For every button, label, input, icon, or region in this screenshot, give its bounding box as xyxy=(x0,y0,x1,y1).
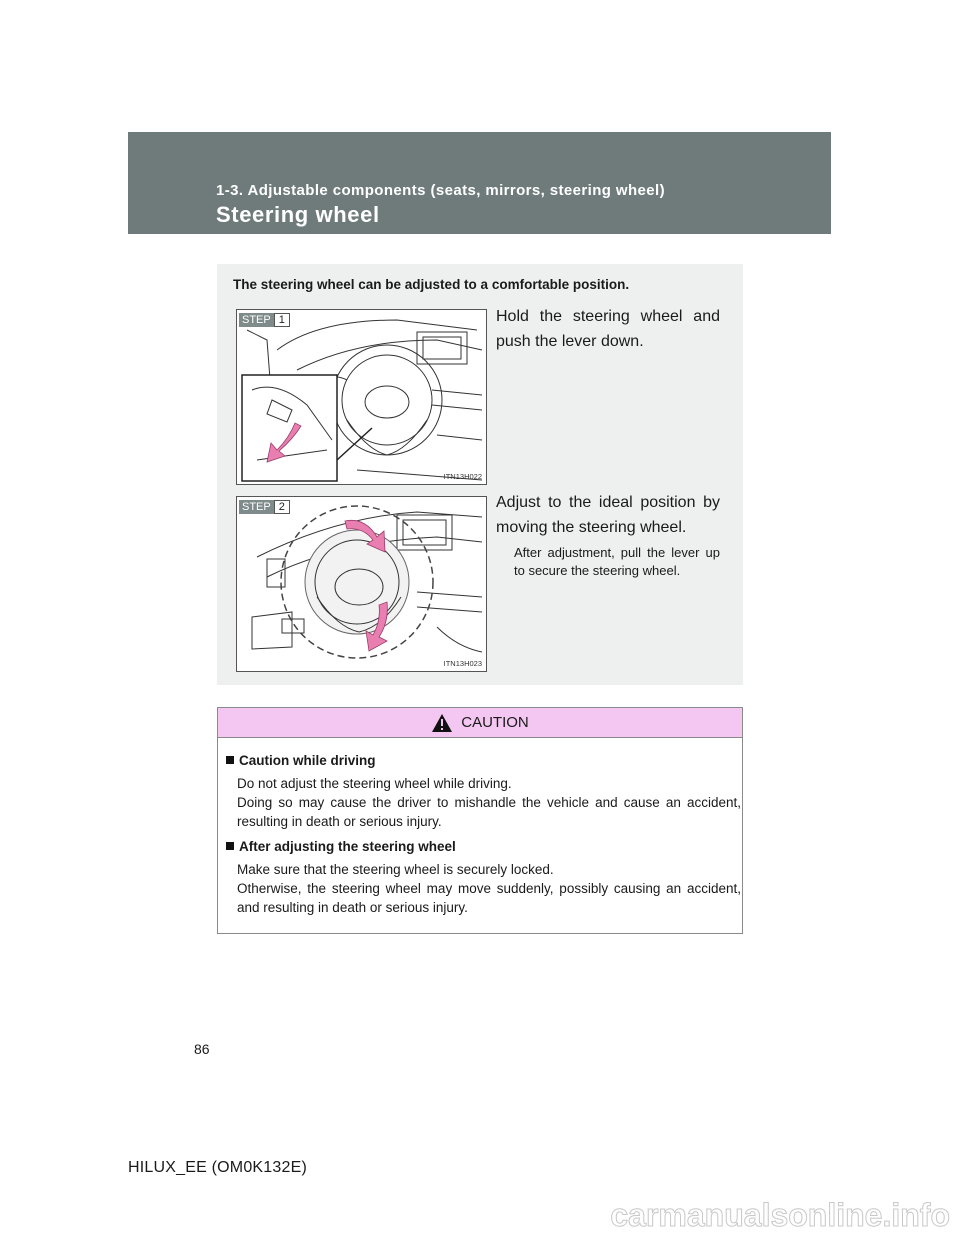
step2-note: After adjustment, pull the lever up to secure the steering wheel. xyxy=(514,545,720,578)
figure-code: ITN13H022 xyxy=(443,472,482,481)
caution-header xyxy=(218,708,742,738)
caution-item-line: Make sure that the steering wheel is securely locked. xyxy=(237,862,554,877)
section-header xyxy=(128,132,831,234)
caution-box xyxy=(217,707,743,934)
step2-instruction: Adjust to the ideal position by moving the steering wheel. xyxy=(496,494,720,536)
document-id: HILUX_EE (OM0K132E) xyxy=(128,1159,307,1176)
page-number: 86 xyxy=(194,1041,210,1057)
caution-item-line: Otherwise, the steering wheel may move suddenly, possibly causing an accident, and resulting in death or serious injury. xyxy=(237,881,741,915)
step1-badge: STEP 1 xyxy=(239,313,290,327)
svg-text:carmanualsonline.info: carmanualsonline.info xyxy=(610,1197,950,1232)
steering-wheel-adjust-drawing xyxy=(237,497,486,671)
caution-item xyxy=(226,838,741,917)
page-title: Steering wheel xyxy=(216,202,380,227)
figure-code: ITN13H023 xyxy=(443,659,482,668)
caution-item-line: Doing so may cause the driver to mishandle the vehicle and cause an accident, resulting in death or serious injury. xyxy=(237,795,741,829)
intro-text: The steering wheel can be adjusted to a comfortable position. xyxy=(233,277,630,292)
bullet-square-icon xyxy=(226,756,234,764)
watermark-logo xyxy=(412,1196,952,1232)
step1-instruction: Hold the steering wheel and push the lever down. xyxy=(496,308,720,350)
caution-item xyxy=(226,752,741,831)
bullet-square-icon xyxy=(226,842,234,850)
step2-illustration xyxy=(236,496,487,672)
caution-item-line: Do not adjust the steering wheel while driving. xyxy=(237,776,512,791)
dashboard-lever-drawing xyxy=(237,310,486,484)
step1-illustration xyxy=(236,309,487,485)
caution-item-heading: After adjusting the steering wheel xyxy=(239,839,456,854)
warning-triangle-icon xyxy=(431,713,453,733)
caution-item-heading: Caution while driving xyxy=(239,753,376,768)
steering-adjust-panel xyxy=(217,264,743,685)
caution-title: CAUTION xyxy=(461,714,529,731)
step2-badge: STEP 2 xyxy=(239,500,290,514)
section-label: 1-3. Adjustable components (seats, mirrors, steering wheel) xyxy=(216,182,665,199)
